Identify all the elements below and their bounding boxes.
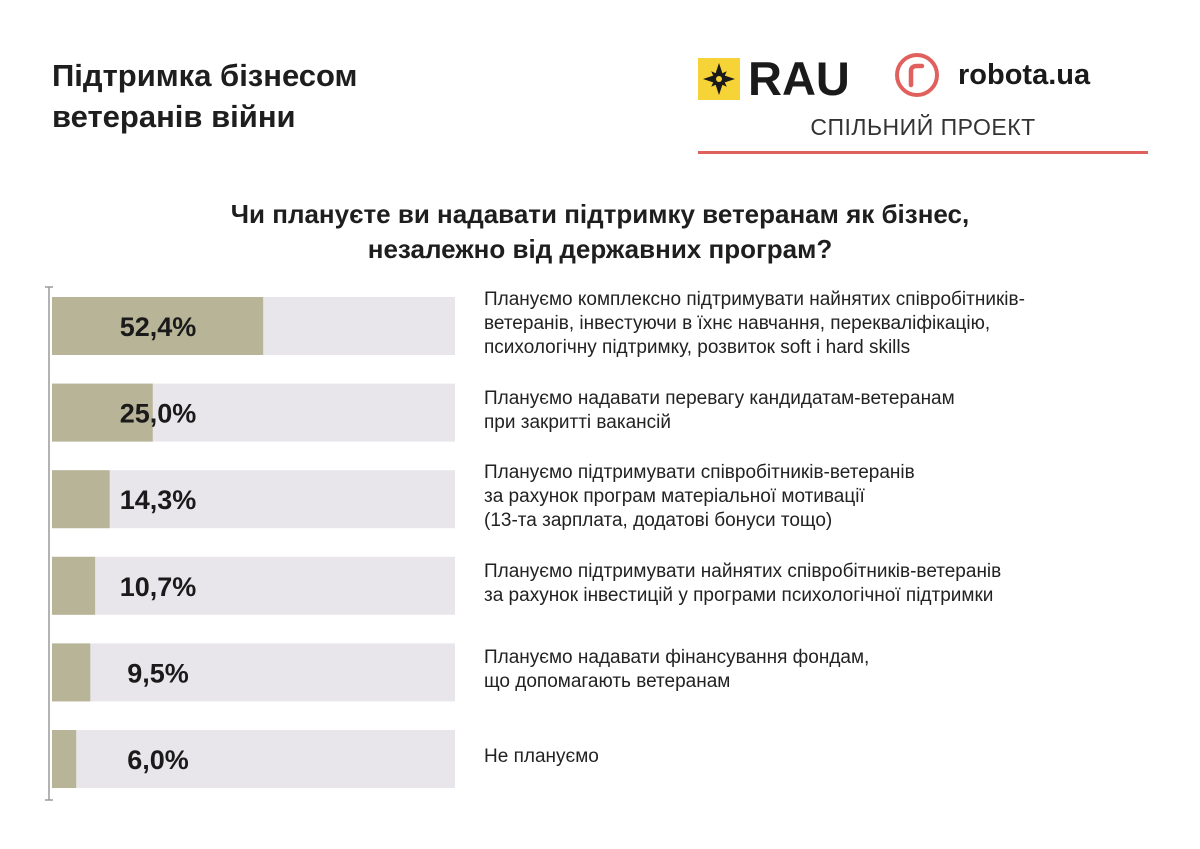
category-label-line: психологічну підтримку, розвиток soft і hard skills	[484, 337, 911, 358]
category-label-line: Плануємо надавати перевагу кандидатам-ветеранам	[484, 387, 955, 409]
category-label	[484, 646, 869, 694]
bar-value-label: 14,3%	[119, 485, 197, 516]
joint-project-label: СПІЛЬНИЙ ПРОЕКТ	[810, 114, 1036, 140]
category-label-line: Плануємо підтримувати найнятих співробітників-ветеранів	[484, 560, 1002, 582]
rau-logo-text: RAU	[748, 52, 850, 105]
bar-track	[52, 557, 455, 615]
category-label	[484, 288, 1025, 360]
category-label	[484, 560, 1001, 608]
robota-logo-text: robota.ua	[958, 58, 1091, 91]
bar-value-label: 9,5%	[127, 658, 189, 689]
category-label-line: Плануємо комплексно підтримувати найнятих співробітників-	[484, 289, 1025, 310]
bar-value-label: 10,7%	[119, 571, 197, 602]
bar-track	[52, 470, 455, 528]
category-label-line: Плануємо надавати фінансування фондам,	[484, 647, 870, 669]
chart-title-line-1: Чи плануєте ви надавати підтримку ветеранам як бізнес,	[230, 199, 970, 229]
bar	[52, 557, 95, 615]
page-title-line-1: Підтримка бізнесом	[52, 58, 358, 93]
bar	[52, 643, 90, 701]
category-label-line: за рахунок інвестицій у програми психологічної підтримки	[484, 584, 994, 606]
category-label-line: Не плануємо	[484, 746, 599, 767]
category-label-line: за рахунок програм матеріальної мотивації	[484, 486, 865, 508]
bar	[52, 470, 110, 528]
bar-value-label: 6,0%	[127, 745, 189, 775]
page-title-line-2: ветеранів війни	[52, 99, 296, 134]
category-label	[484, 387, 955, 435]
category-label-line: (13-та зарплата, додатові бонуси тощо)	[484, 510, 833, 532]
category-label-line: Плануємо підтримувати співробітників-ветеранів	[484, 462, 915, 484]
bar-track	[52, 730, 455, 788]
bar-track	[52, 643, 455, 701]
category-label	[484, 461, 915, 533]
category-label-line: при закритті вакансій	[484, 411, 671, 433]
bar	[52, 730, 76, 788]
category-label-line: що допомагають ветеранам	[484, 671, 731, 693]
chart-title-line-2: незалежно від державних програм?	[367, 234, 833, 264]
category-label-line: ветеранів, інвестуючи в їхнє навчання, перекваліфікацію,	[484, 313, 991, 334]
bar-value-label: 52,4%	[119, 312, 197, 342]
category-label	[484, 745, 599, 769]
bar-value-label: 25,0%	[119, 398, 197, 429]
